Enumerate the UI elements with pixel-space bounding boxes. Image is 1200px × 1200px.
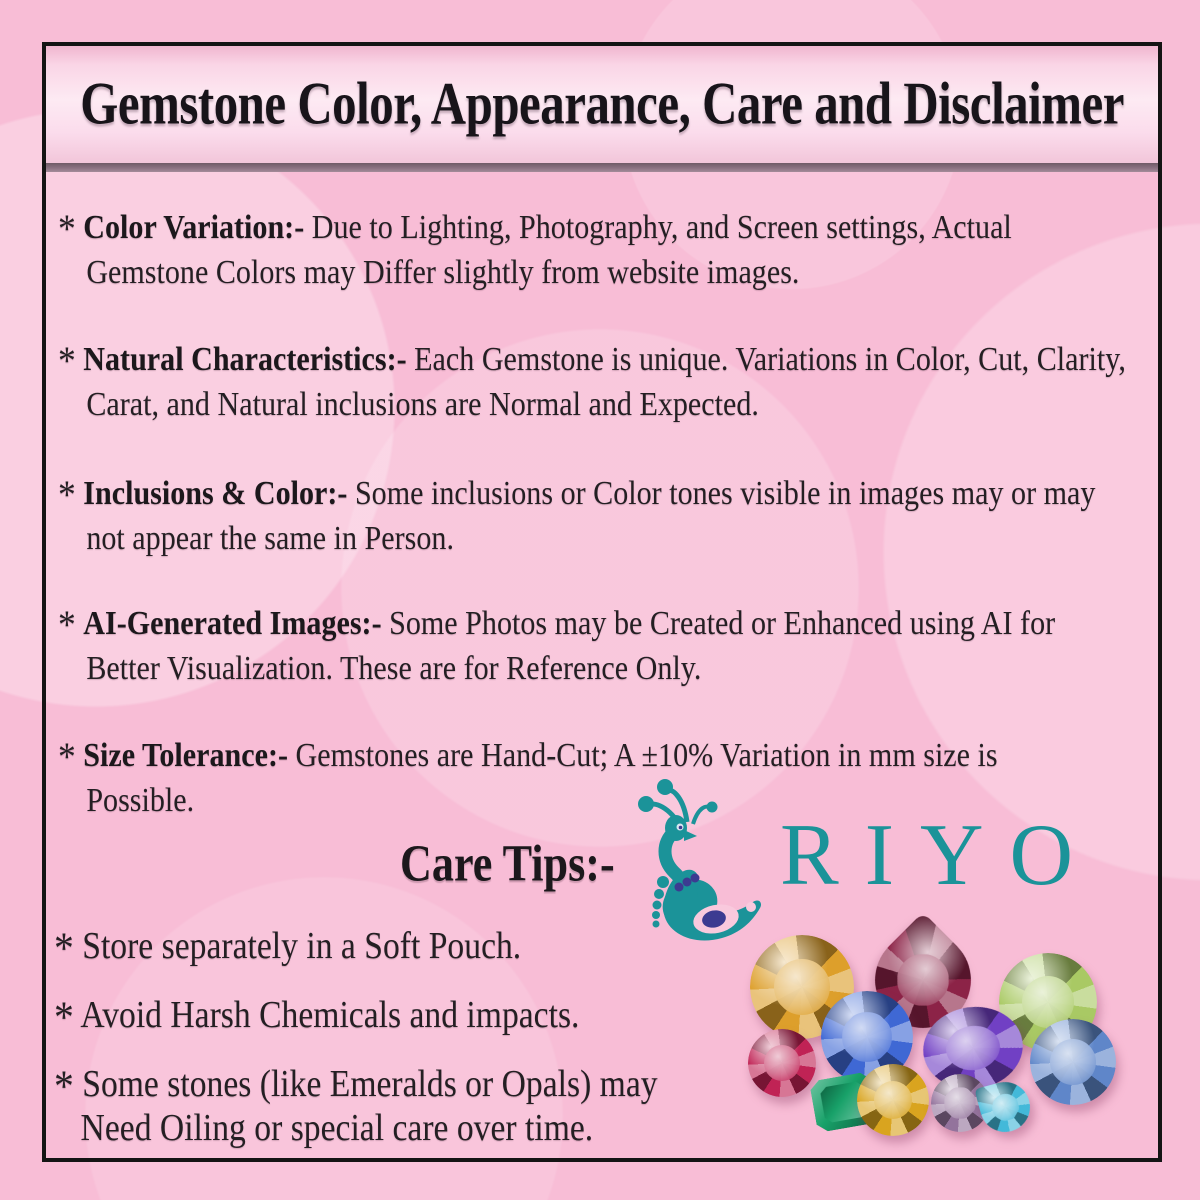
disclaimer-label: Inclusions & Color:- bbox=[83, 475, 348, 512]
content-frame bbox=[42, 42, 1162, 1162]
gem-blue-topaz bbox=[1030, 1019, 1116, 1105]
brand-name: RIYO bbox=[780, 807, 1100, 904]
care-tip-text: Store separately in a Soft Pouch. bbox=[82, 925, 522, 967]
disclaimer-label: Color Variation:- bbox=[83, 209, 305, 246]
disclaimer-inclusions-color bbox=[58, 472, 1131, 562]
care-tips-heading: Care Tips:- bbox=[400, 835, 615, 893]
care-tip bbox=[54, 1062, 735, 1152]
asterisk-bullet: * bbox=[58, 602, 76, 647]
asterisk-bullet: * bbox=[58, 472, 76, 517]
care-tip bbox=[54, 991, 735, 1042]
gem-amethyst bbox=[918, 1000, 1028, 1095]
asterisk-bullet: * bbox=[58, 734, 76, 779]
disclaimer-label: AI-Generated Images:- bbox=[83, 605, 382, 642]
gem-golden-sapphire bbox=[857, 1064, 929, 1136]
riyo-logo bbox=[628, 766, 1099, 948]
disclaimer-ai-generated-images bbox=[58, 602, 1131, 692]
disclaimer-label: Natural Characteristics:- bbox=[83, 341, 407, 378]
asterisk-bullet: * bbox=[54, 922, 74, 973]
gem-swiss-blue-topaz bbox=[974, 1076, 1035, 1137]
disclaimer-natural-characteristics bbox=[58, 338, 1131, 428]
disclaimer-color-variation bbox=[58, 206, 1131, 296]
disclaimer-text: Gemstones are Hand-Cut; A ±10% Variation in mm size is Possible. bbox=[86, 737, 998, 819]
asterisk-bullet: * bbox=[54, 1060, 74, 1111]
asterisk-bullet: * bbox=[54, 991, 74, 1042]
care-tip-text: Some stones (like Emeralds or Opals) may Need Oiling or special care over time. bbox=[80, 1062, 658, 1150]
gem-peridot bbox=[999, 953, 1097, 1051]
page-title: Gemstone Color, Appearance, Care and Disclaimer bbox=[80, 71, 1124, 138]
care-tip-text: Avoid Harsh Chemicals and impacts. bbox=[80, 993, 580, 1036]
gem-purple-spinel bbox=[931, 1074, 989, 1132]
banner-divider bbox=[46, 163, 1158, 172]
care-tip bbox=[54, 922, 735, 973]
care-tips-list bbox=[54, 924, 824, 1175]
disclaimer-label: Size Tolerance:- bbox=[83, 737, 289, 774]
disclaimer-text: Some inclusions or Color tones visible in images may or may not appear the same in Person. bbox=[86, 475, 1096, 557]
title-banner bbox=[46, 46, 1158, 163]
asterisk-bullet: * bbox=[58, 206, 76, 251]
gem-blue-sapphire bbox=[821, 991, 913, 1083]
disclaimer-text: Due to Lighting, Photography, and Screen settings, Actual Gemstone Colors may Differ slightly from website images. bbox=[86, 209, 1012, 291]
peacock-icon bbox=[628, 766, 772, 948]
disclaimer-text: Some Photos may be Created or Enhanced using AI for Better Visualization. These are for Reference Only. bbox=[86, 605, 1056, 687]
asterisk-bullet: * bbox=[58, 338, 76, 383]
disclaimer-text: Each Gemstone is unique. Variations in Color, Cut, Clarity, Carat, and Natural inclusions are Normal and Expected. bbox=[86, 341, 1126, 423]
